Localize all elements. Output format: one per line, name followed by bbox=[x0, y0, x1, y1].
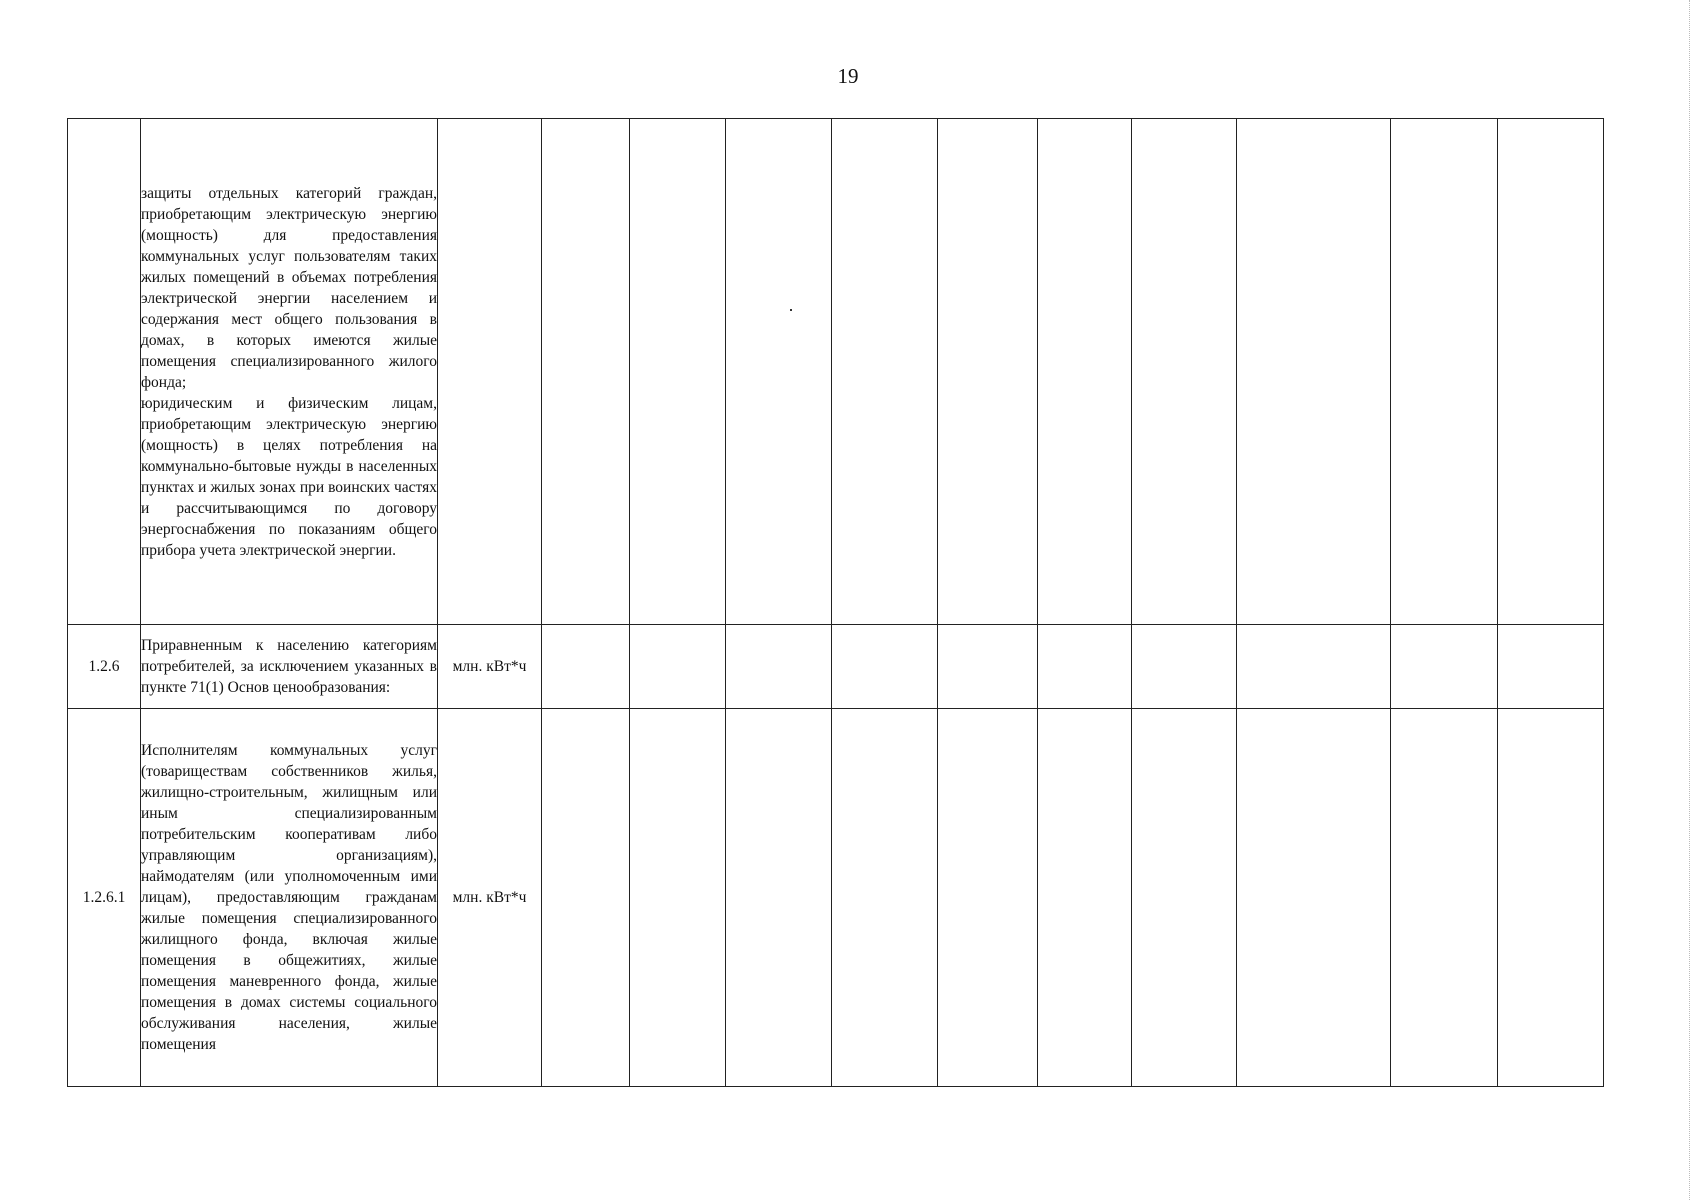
value-cell bbox=[938, 119, 1038, 625]
value-cell bbox=[1132, 119, 1237, 625]
table-row bbox=[68, 119, 1604, 625]
value-cell bbox=[832, 625, 938, 709]
value-cell bbox=[1391, 625, 1498, 709]
row-name bbox=[141, 119, 438, 625]
table-row bbox=[68, 625, 1604, 709]
value-cell bbox=[630, 709, 726, 1087]
value-cell bbox=[630, 119, 726, 625]
value-cell bbox=[1132, 709, 1237, 1087]
value-cell bbox=[1237, 625, 1391, 709]
data-table bbox=[67, 118, 1604, 1087]
row-name bbox=[141, 625, 438, 709]
row-unit bbox=[438, 119, 542, 625]
row-number: 1.2.6.1 bbox=[68, 709, 141, 1087]
value-cell bbox=[1391, 709, 1498, 1087]
value-cell bbox=[938, 625, 1038, 709]
row-name-paragraph: Приравненным к населению категориям потребителей, за исключением указанных в пункте 71(1) Основ ценообразования: bbox=[141, 637, 437, 696]
value-cell bbox=[542, 709, 630, 1087]
value-cell bbox=[1237, 119, 1391, 625]
value-cell bbox=[726, 709, 832, 1087]
value-cell bbox=[1038, 709, 1132, 1087]
row-name-paragraph: юридическим и физическим лицам, приобретающим электрическую энергию (мощность) в целях потребления на коммунально-бытовые нужды в населенных пунктах и жилых зонах при воинских частях и рассчитывающимся по договору энергоснабжения по показаниям общего прибора учета электрической энергии. bbox=[141, 394, 437, 559]
value-cell bbox=[726, 625, 832, 709]
value-cell bbox=[832, 709, 938, 1087]
value-cell bbox=[1391, 119, 1498, 625]
value-cell bbox=[1038, 119, 1132, 625]
scan-edge-line bbox=[1689, 0, 1690, 1200]
value-cell bbox=[542, 625, 630, 709]
value-cell bbox=[1038, 625, 1132, 709]
value-cell bbox=[832, 119, 938, 625]
value-cell bbox=[1498, 709, 1604, 1087]
value-cell bbox=[1498, 625, 1604, 709]
row-name-paragraph: защиты отдельных категорий граждан, приобретающим электрическую энергию (мощность) для предоставления коммунальных услуг пользователям таких жилых помещений в объемах потребления электрической энергии населением и содержания мест общего пользования в домах, в которых имеются жилые помещения специализированного жилого фонда; bbox=[141, 184, 437, 391]
value-cell bbox=[542, 119, 630, 625]
value-cell bbox=[1498, 119, 1604, 625]
value-cell bbox=[1237, 709, 1391, 1087]
value-cell bbox=[630, 625, 726, 709]
row-name-paragraph: Исполнителям коммунальных услуг (товариществам собственников жилья, жилищно-строительным, жилищным или иным специализированным потребительским кооперативам либо управляющим организациям), наймодателям (или уполномоченным ими лицам), предоставляющим гражданам жилые помещения специализированного жилищного фонда, включая жилые помещения в общежитиях, жилые помещения маневренного фонда, жилые помещения в домах системы социального обслуживания населения, жилые помещения bbox=[141, 742, 437, 1053]
page-number: 19 bbox=[837, 64, 859, 88]
row-name bbox=[141, 709, 438, 1087]
row-number: 1.2.6 bbox=[68, 625, 141, 709]
row-unit: млн. кВт*ч bbox=[438, 709, 542, 1087]
row-unit: млн. кВт*ч bbox=[438, 625, 542, 709]
row-number bbox=[68, 119, 141, 625]
value-cell bbox=[1132, 625, 1237, 709]
table-row bbox=[68, 709, 1604, 1087]
value-cell bbox=[938, 709, 1038, 1087]
value-cell bbox=[726, 119, 832, 625]
